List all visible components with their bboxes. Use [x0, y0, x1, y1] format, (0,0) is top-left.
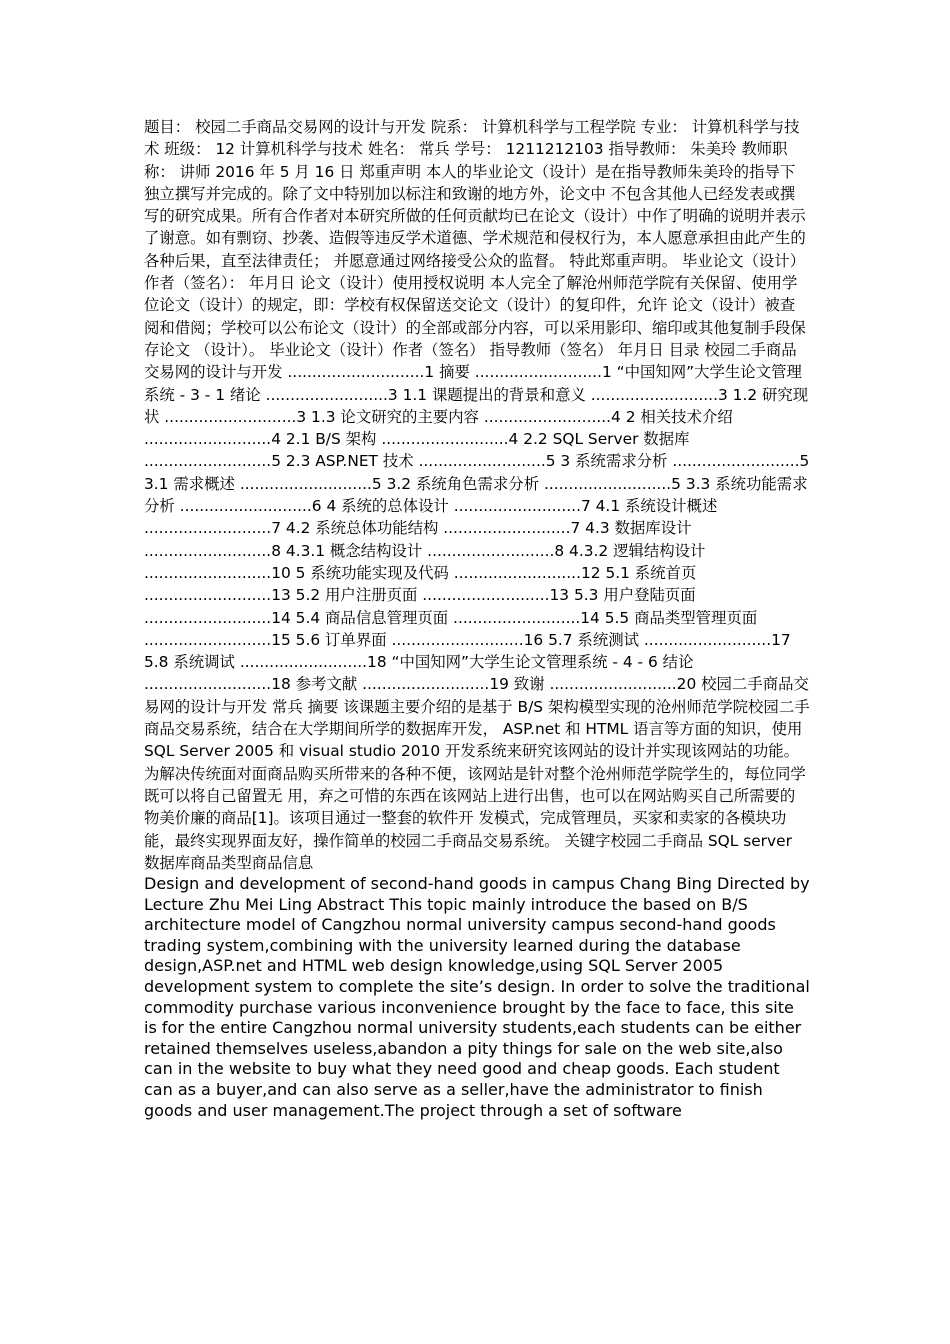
chinese-body-text: 题目： 校园二手商品交易网的设计与开发 院系： 计算机科学与工程学院 专业： 计算机科学与技术 班级： 12 计算机科学与技术 姓名： 常兵 学号： 1211212103 指导教师： 朱美玲 教师职称： 讲师 2016 年 5 月 16 日 郑重声明 本人的毕业论文（设计）是在指导教师朱美玲的指导下独立撰写并完成的。除了文中特别加以标注和致谢的地方外，论文中 不包含其他人已经发表或撰写的研究成果。所有合作者对本研究所做的任何贡献均已在论文（设计）中作了明确的说明并表示 了谢意。如有剽窃、抄袭、造假等违反学术道德、学术规范和侵权行为，本人愿意承担由此产生的各种后果，直至法律责任； 并愿意通过网络接受公众的监督。 特此郑重声明。 毕业论文（设计）作者（签名）： 年月日 论文（设计）使用授权说明 本人完全了解沧州师范学院有关保留、使用学位论文（设计）的规定，即：学校有权保留送交论文（设计）的复印件，允许 论文（设计）被查阅和借阅；学校可以公布论文（设计）的全部或部分内容，可以采用影印、缩印或其他复制手段保存论文 （设计）。 毕业论文（设计）作者（签名） 指导教师（签名） 年月日 目录 校园二手商品交易网的设计与开发 ............................1 摘要 ..........................1 “中国知网”大学生论文管理系统 - 3 - 1 绪论 .........................3 1.1 课题提出的背景和意义 ..........................3 1.2 研究现状 ...........................3 1.3 论文研究的主要内容 ..........................4 2 相关技术介绍 ..........................4 2.1 B/S 架构 ..........................4 2.2 SQL Server 数据库 ..........................5 2.3 ASP.NET 技术 ..........................5 3 系统需求分析 ..........................5 3.1 需求概述 ...........................5 3.2 系统角色需求分析 ..........................5 3.3 系统功能需求分析 ...........................6 4 系统的总体设计 ..........................7 4.1 系统设计概述 ..........................7 4.2 系统总体功能结构 ..........................7 4.3 数据库设计 ..........................8 4.3.1 概念结构设计 ..........................8 4.3.2 逻辑结构设计 ..........................10 5 系统功能实现及代码 ..........................12 5.1 系统首页 ..........................13 5.2 用户注册页面 ..........................13 5.3 用户登陆页面 ..........................14 5.4 商品信息管理页面 ..........................14 5.5 商品类型管理页面 ..........................15 5.6 订单界面 ...........................16 5.7 系统测试 ..........................17 5.8 系统调试 ..........................18 “中国知网”大学生论文管理系统 - 4 - 6 结论 ..........................18 参考文献 ..........................19 致谢 ..........................20 校园二手商品交易网的设计与开发 常兵 摘要 该课题主要介绍的是基于 B/S 架构模型实现的沧州师范学院校园二手商品交易系统，结合在大学期间所学的数据库开发， ASP.net 和 HTML 语言等方面的知识，使用 SQL Server 2005 和 visual studio 2010 开发系统来研究该网站的设计并实现该网站的功能。为解决传统面对面商品购买所带来的各种不便，该网站是针对整个沧州师范学院学生的，每位同学既可以将自己留置无 用，弃之可惜的东西在该网站上进行出售，也可以在网站购买自己所需要的物美价廉的商品[1]。该项目通过一整套的软件开 发模式，完成管理员，买家和卖家的各模块功能，最终实现界面友好，操作简单的校园二手商品交易系统。 关键字校园二手商品 SQL server 数据库商品类型商品信息: [144, 118, 810, 872]
english-abstract-text: Design and development of second-hand goods in campus Chang Bing Directed by Lecture Zhu Mei Ling Abstract This topic mainly introduce the based on B/S architecture model of Cangzhou normal university campus second-hand goods trading system,combining with the university learned during the database design,ASP.net and HTML web design knowledge,using SQL Server 2005 development system to complete the site’s design. In order to solve the traditional commodity purchase various inconvenience brought by the face to face, this site is for the entire Cangzhou normal university students,each students can be either retained themselves useless,abandon a pity things for sale on the web site,also can in the website to buy what they need good and cheap goods. Each student can as a buyer,and can also serve as a seller,have the administrator to finish goods and user management.The project through a set of software: [144, 874, 810, 1120]
document-page: [144, 116, 810, 1121]
